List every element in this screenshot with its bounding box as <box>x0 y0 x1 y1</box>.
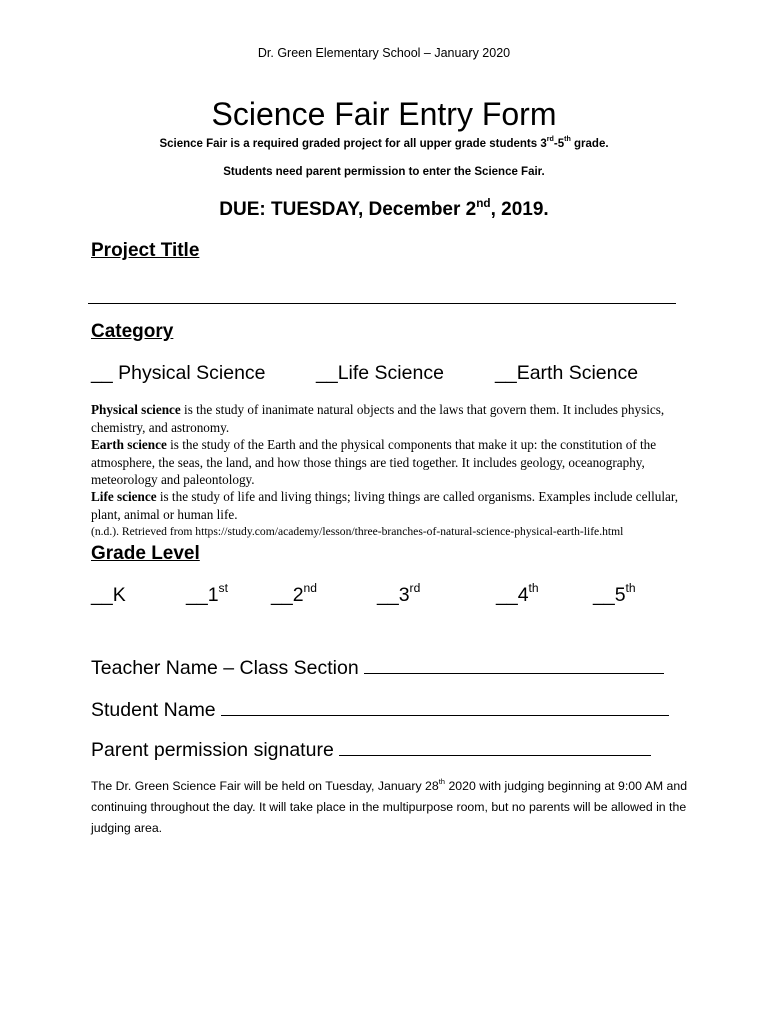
student-name-field[interactable] <box>91 697 669 722</box>
earth-science-definition: Earth science is the study of the Earth and the physical components that make it up: the constitution of the atmosphere, the seas, the land, and how those things are tied together. It includes geology, oceanography, meteorology and paleontology. <box>91 437 657 487</box>
definition-term: Physical science <box>91 402 181 417</box>
category-option-physical[interactable]: __ Physical Science <box>91 362 266 384</box>
definition-term: Earth science <box>91 437 167 452</box>
parent-signature-label: Parent permission signature <box>91 739 340 761</box>
teacher-name-blank[interactable] <box>364 655 664 674</box>
required-note: Science Fair is a required graded project for all upper grade students 3rd-5th grade. <box>159 135 609 150</box>
life-science-definition: Life science is the study of life and living things; living things are called organisms. Examples include cellular, plant, animal or human life. <box>91 489 679 522</box>
student-name-blank[interactable] <box>221 697 669 716</box>
due-date: DUE: TUESDAY, December 2nd, 2019. <box>219 196 549 220</box>
category-option-earth[interactable]: __Earth Science <box>495 362 639 384</box>
parent-signature-blank[interactable] <box>339 737 651 756</box>
grade-option-2[interactable]: __2nd <box>271 581 317 606</box>
teacher-name-label: Teacher Name – Class Section <box>91 657 365 679</box>
permission-note: Students need parent permission to enter the Science Fair. <box>223 166 545 178</box>
grade-option-5[interactable]: __5th <box>593 581 636 606</box>
physical-science-definition: Physical science is the study of inanimate natural objects and the laws that govern them. It includes physics, chemistry, and astronomy. <box>91 402 665 435</box>
parent-signature-field[interactable] <box>91 737 651 762</box>
form-title: Science Fair Entry Form <box>211 96 557 132</box>
student-name-label: Student Name <box>91 699 222 721</box>
category-label: Category <box>91 321 174 342</box>
fair-details: The Dr. Green Science Fair will be held on Tuesday, January 28th 2020 with judging beginning at 9:00 AM and continuing throughout the day. It will take place in the multipurpose room, but no parents will be allowed in the judging area. <box>91 777 688 835</box>
project-title-line[interactable] <box>88 303 676 304</box>
project-title-label: Project Title <box>91 240 200 261</box>
category-option-life[interactable]: __Life Science <box>316 362 444 384</box>
grade-option-4[interactable]: __4th <box>496 581 539 606</box>
grade-option-3[interactable]: __3rd <box>377 581 421 606</box>
grade-option-1[interactable]: __1st <box>186 581 228 606</box>
school-line: Dr. Green Elementary School – January 2020 <box>257 46 511 60</box>
citation: (n.d.). Retrieved from https://study.com/academy/lesson/three-branches-of-natural-science-physical-earth-life.html <box>91 525 624 538</box>
teacher-name-field[interactable] <box>91 655 664 680</box>
definition-term: Life science <box>91 489 157 504</box>
grade-option-k[interactable]: __K <box>91 584 126 606</box>
grade-level-label: Grade Level <box>91 543 200 564</box>
